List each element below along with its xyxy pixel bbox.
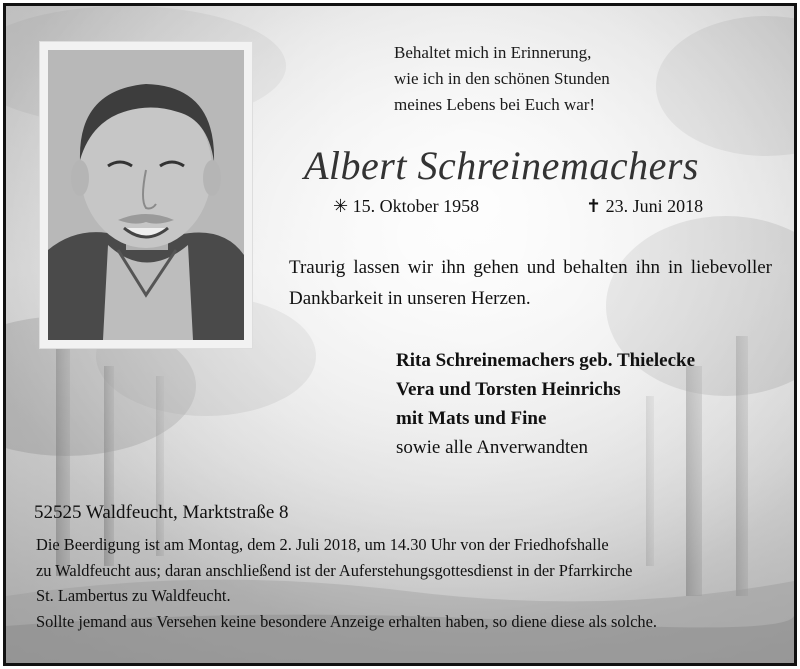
quote-line: wie ich in den schönen Stunden [394,69,610,88]
details-line: zu Waldfeucht aus; daran anschließend ist der Auferstehungsgottesdienst in der Pfarrkirche [36,560,633,580]
quote-line: Behaltet mich in Erinnerung, [394,43,592,62]
deceased-name: Albert Schreinemachers [304,143,699,188]
birth-date: ✳ 15. Oktober 1958 [333,196,480,216]
obituary-card [3,3,797,666]
portrait-frame [40,42,252,348]
quote-line: meines Lebens bei Euch war! [394,95,596,114]
portrait-image [48,50,244,340]
mourning-text: Traurig lassen wir ihn gehen und behalten ihn in liebevoller Dankbarkeit in unseren Herzen. [289,257,772,309]
mourner-line: mit Mats und Fine [396,408,547,429]
mourner-closing: sowie alle Anverwandten [396,437,589,458]
portrait-photo [48,50,244,340]
details-line: Die Beerdigung ist am Montag, dem 2. Juli 2018, um 14.30 Uhr von der Friedhofshalle [36,535,609,554]
death-date: ✝ 23. Juni 2018 [586,196,704,216]
mourner-line: Rita Schreinemachers geb. Thielecke [396,350,696,371]
family-address: 52525 Waldfeucht, Marktstraße 8 [34,502,289,523]
details-line: Sollte jemand aus Versehen keine besondere Anzeige erhalten haben, so diene diese als solche. [36,611,657,631]
mourner-line: Vera und Torsten Heinrichs [396,379,621,400]
details-line: St. Lambertus zu Waldfeucht. [36,586,231,605]
memorial-quote [394,40,664,118]
funeral-details [36,532,774,634]
mourners-list [396,346,695,462]
